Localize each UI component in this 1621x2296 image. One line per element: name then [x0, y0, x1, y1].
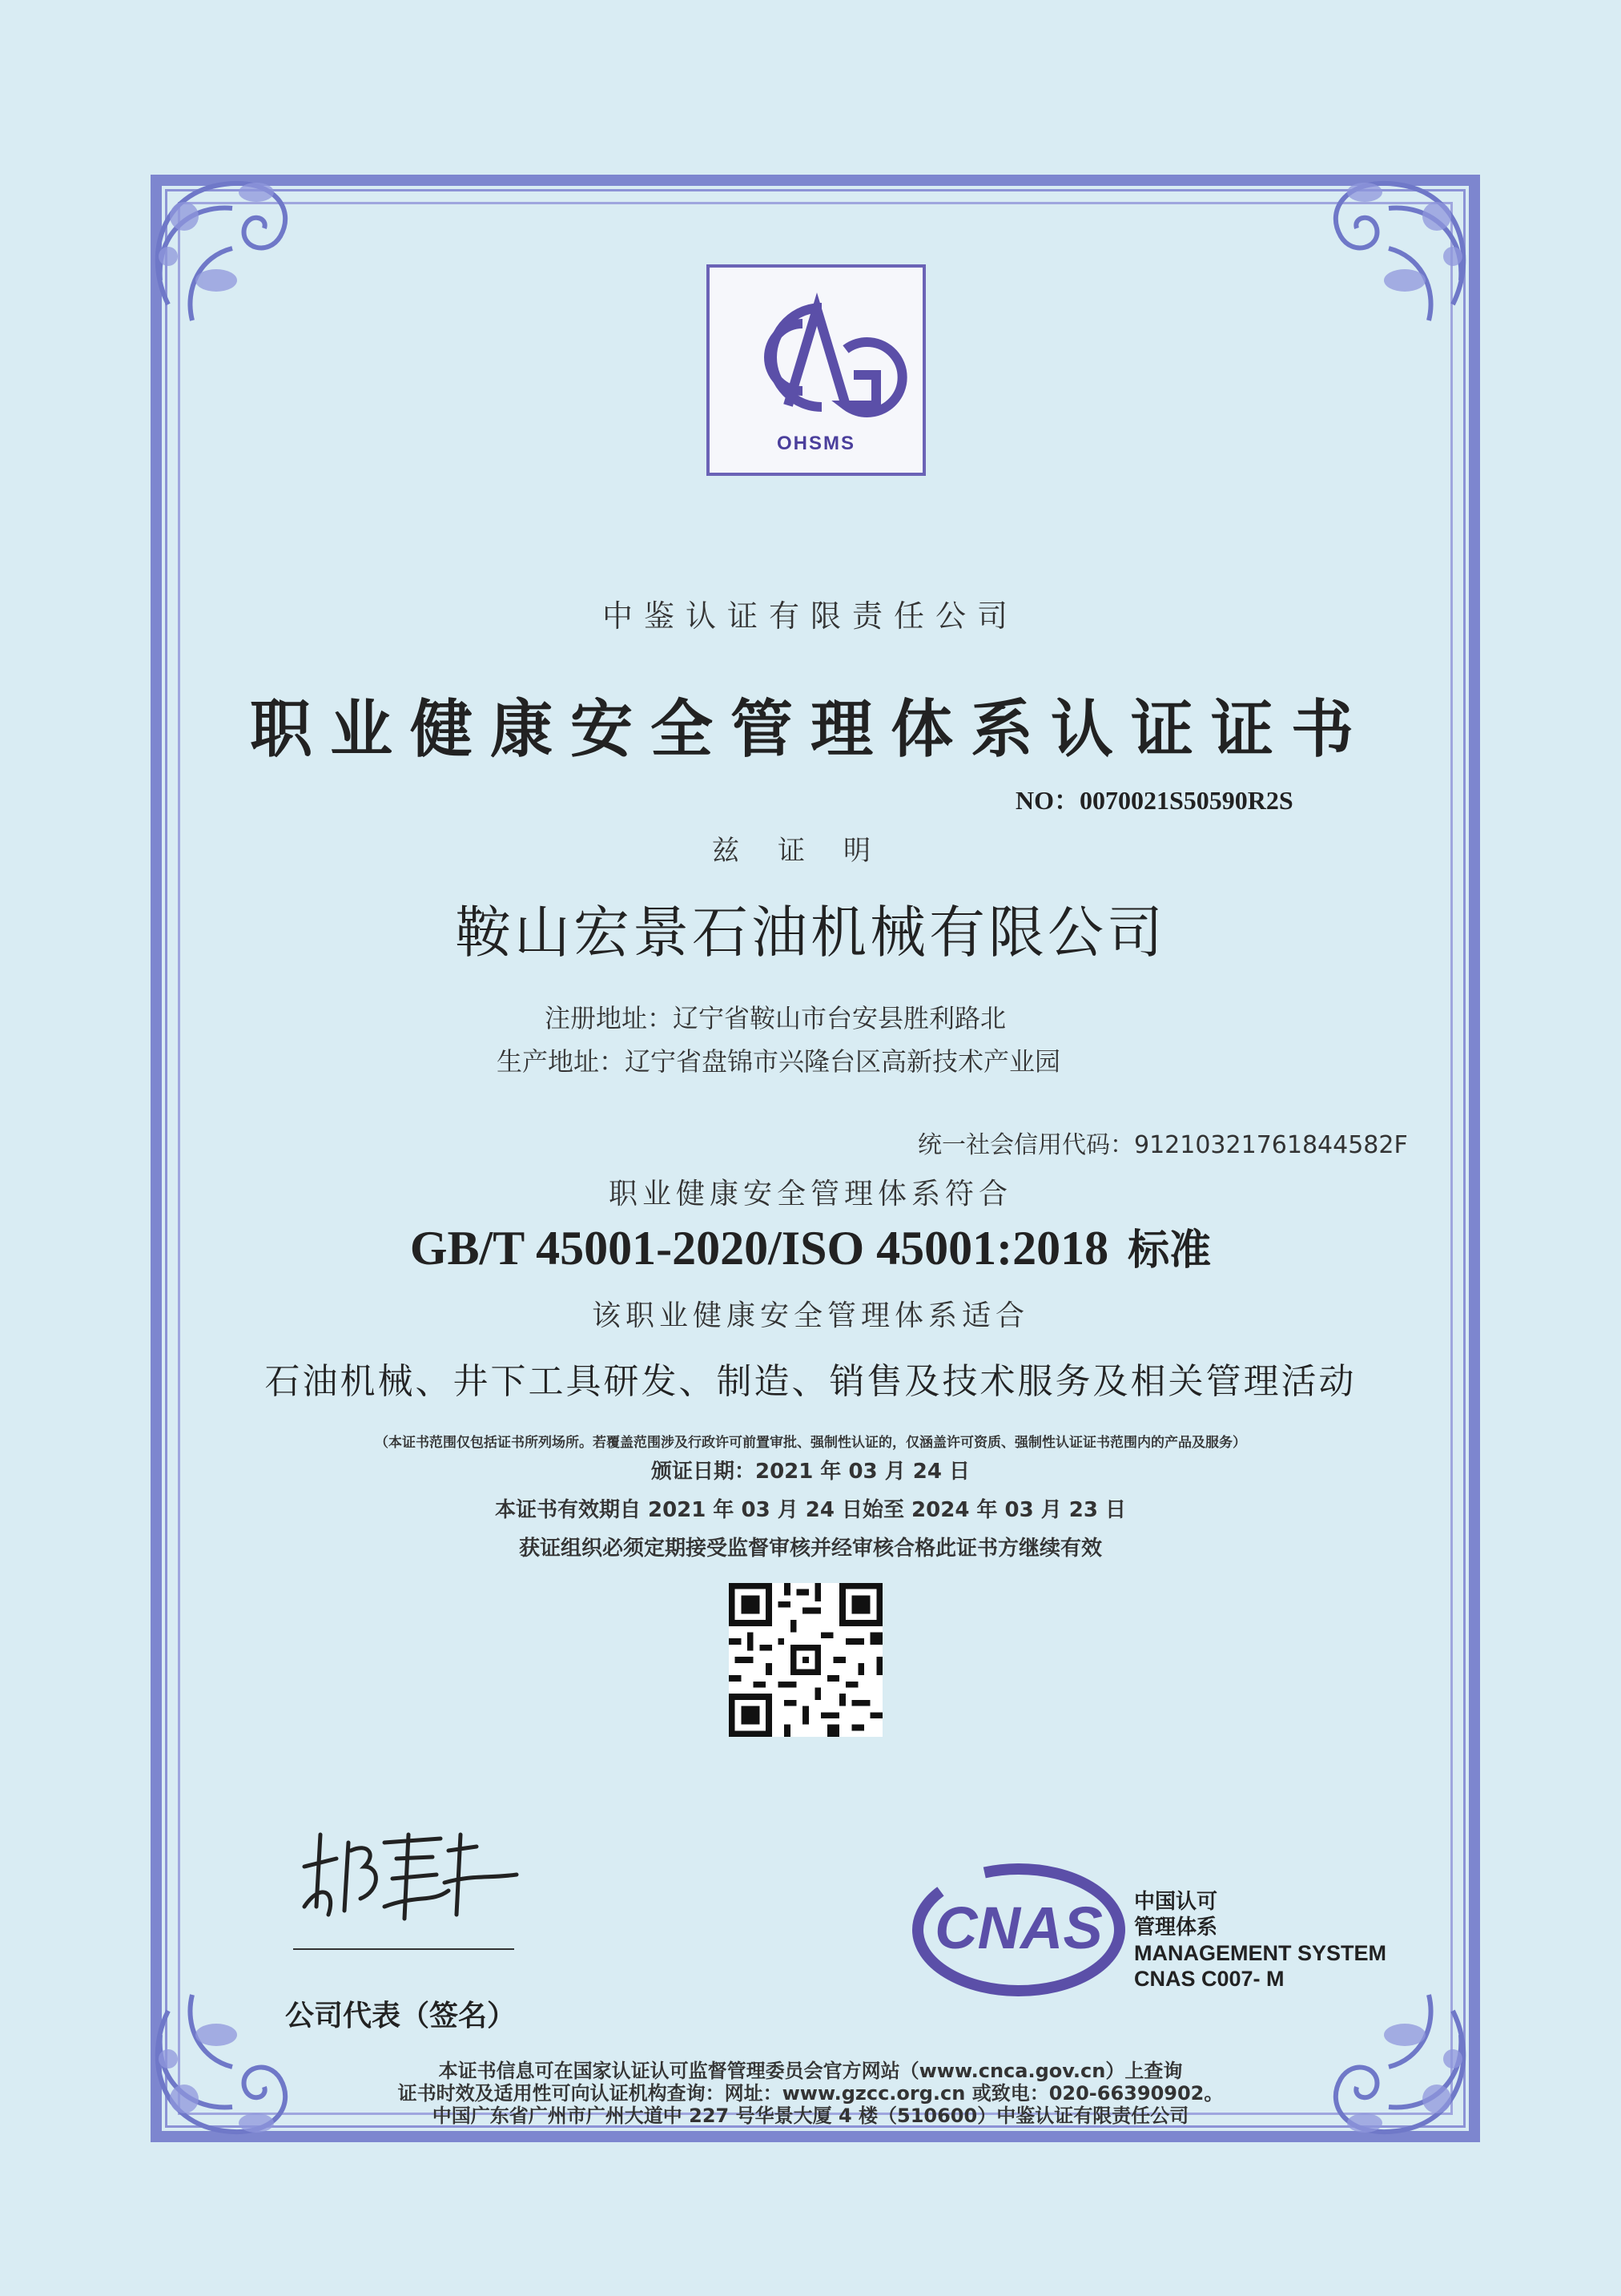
signature-image	[288, 1819, 529, 1931]
production-address: 生产地址：辽宁省盘锦市兴隆台区高新技术产业园	[497, 1046, 1061, 1077]
cnas-line-3: MANAGEMENT SYSTEM	[1134, 1941, 1387, 1965]
applies-statement: 该职业健康安全管理体系适合	[591, 1299, 1029, 1332]
standard-suffix: 标准	[1128, 1227, 1212, 1275]
signature-label: 公司代表（签名）	[285, 2000, 517, 2032]
qr-code-icon[interactable]	[729, 1583, 883, 1737]
cnas-line-1: 中国认可	[1134, 1890, 1218, 1914]
validity-period: 本证书有效期自 2021 年 03 月 24 日始至 2024 年 03 月 23 日	[494, 1498, 1127, 1522]
signature-line	[293, 1948, 514, 1950]
validity-condition: 获证组织必须定期接受监督审核并经审核合格此证书方继续有效	[518, 1537, 1102, 1561]
footer-line-3: 中国广东省广州市广州大道中 227 号华景大厦 4 楼（510600）中鉴认证有限责任公司	[432, 2105, 1189, 2127]
certificate-number: NO：0070021S50590R2S	[1016, 786, 1293, 815]
hereby-certify: 兹证明	[712, 835, 909, 867]
logo-caption: OHSMS	[776, 433, 855, 454]
standard-line	[0, 1216, 1621, 1276]
certification-scope: 石油机械、井下工具研发、制造、销售及技术服务及相关管理活动	[264, 1361, 1357, 1402]
conform-statement: 职业健康安全管理体系符合	[608, 1178, 1012, 1210]
scope-note: （本证书范围仅包括证书所列场所。若覆盖范围涉及行政许可前置审批、强制性认证的，仅涵盖许可资质、强制性认证证书范围内的产品及服务）	[375, 1435, 1246, 1451]
corner-ornament-icon	[136, 160, 320, 344]
cnas-logo-icon	[911, 1862, 1126, 1998]
ccg-logo-icon	[726, 285, 908, 429]
issuer-name: 中鉴认证有限责任公司	[601, 598, 1019, 634]
credit-code: 统一社会信用代码：91210321761844582F	[918, 1131, 1408, 1159]
cnas-accreditation	[1134, 1889, 1386, 1992]
cnas-line-2: 管理体系	[1134, 1915, 1218, 1940]
company-name: 鞍山宏景石油机械有限公司	[455, 900, 1166, 965]
certificate-title: 职业健康安全管理体系认证证书	[249, 694, 1371, 766]
footer-line-2: 证书时效及适用性可向认证机构查询：网址：www.gzcc.org.cn 或致电：020-66390902。	[397, 2082, 1224, 2105]
cnas-line-4: CNAS C007- M	[1134, 1967, 1285, 1991]
ohsms-logo	[706, 264, 926, 476]
registered-address: 注册地址：辽宁省鞍山市台安县胜利路北	[545, 1003, 1007, 1033]
standard-code: GB/T 45001-2020/ISO 45001:2018	[409, 1222, 1109, 1275]
cnas-logo-text: CNAS	[935, 1895, 1103, 1961]
issue-date: 颁证日期：2021 年 03 月 24 日	[651, 1460, 970, 1484]
footer-line-1: 本证书信息可在国家认证认可监督管理委员会官方网站（www.cnca.gov.cn）上查询	[438, 2060, 1183, 2082]
corner-ornament-icon	[1301, 160, 1485, 344]
